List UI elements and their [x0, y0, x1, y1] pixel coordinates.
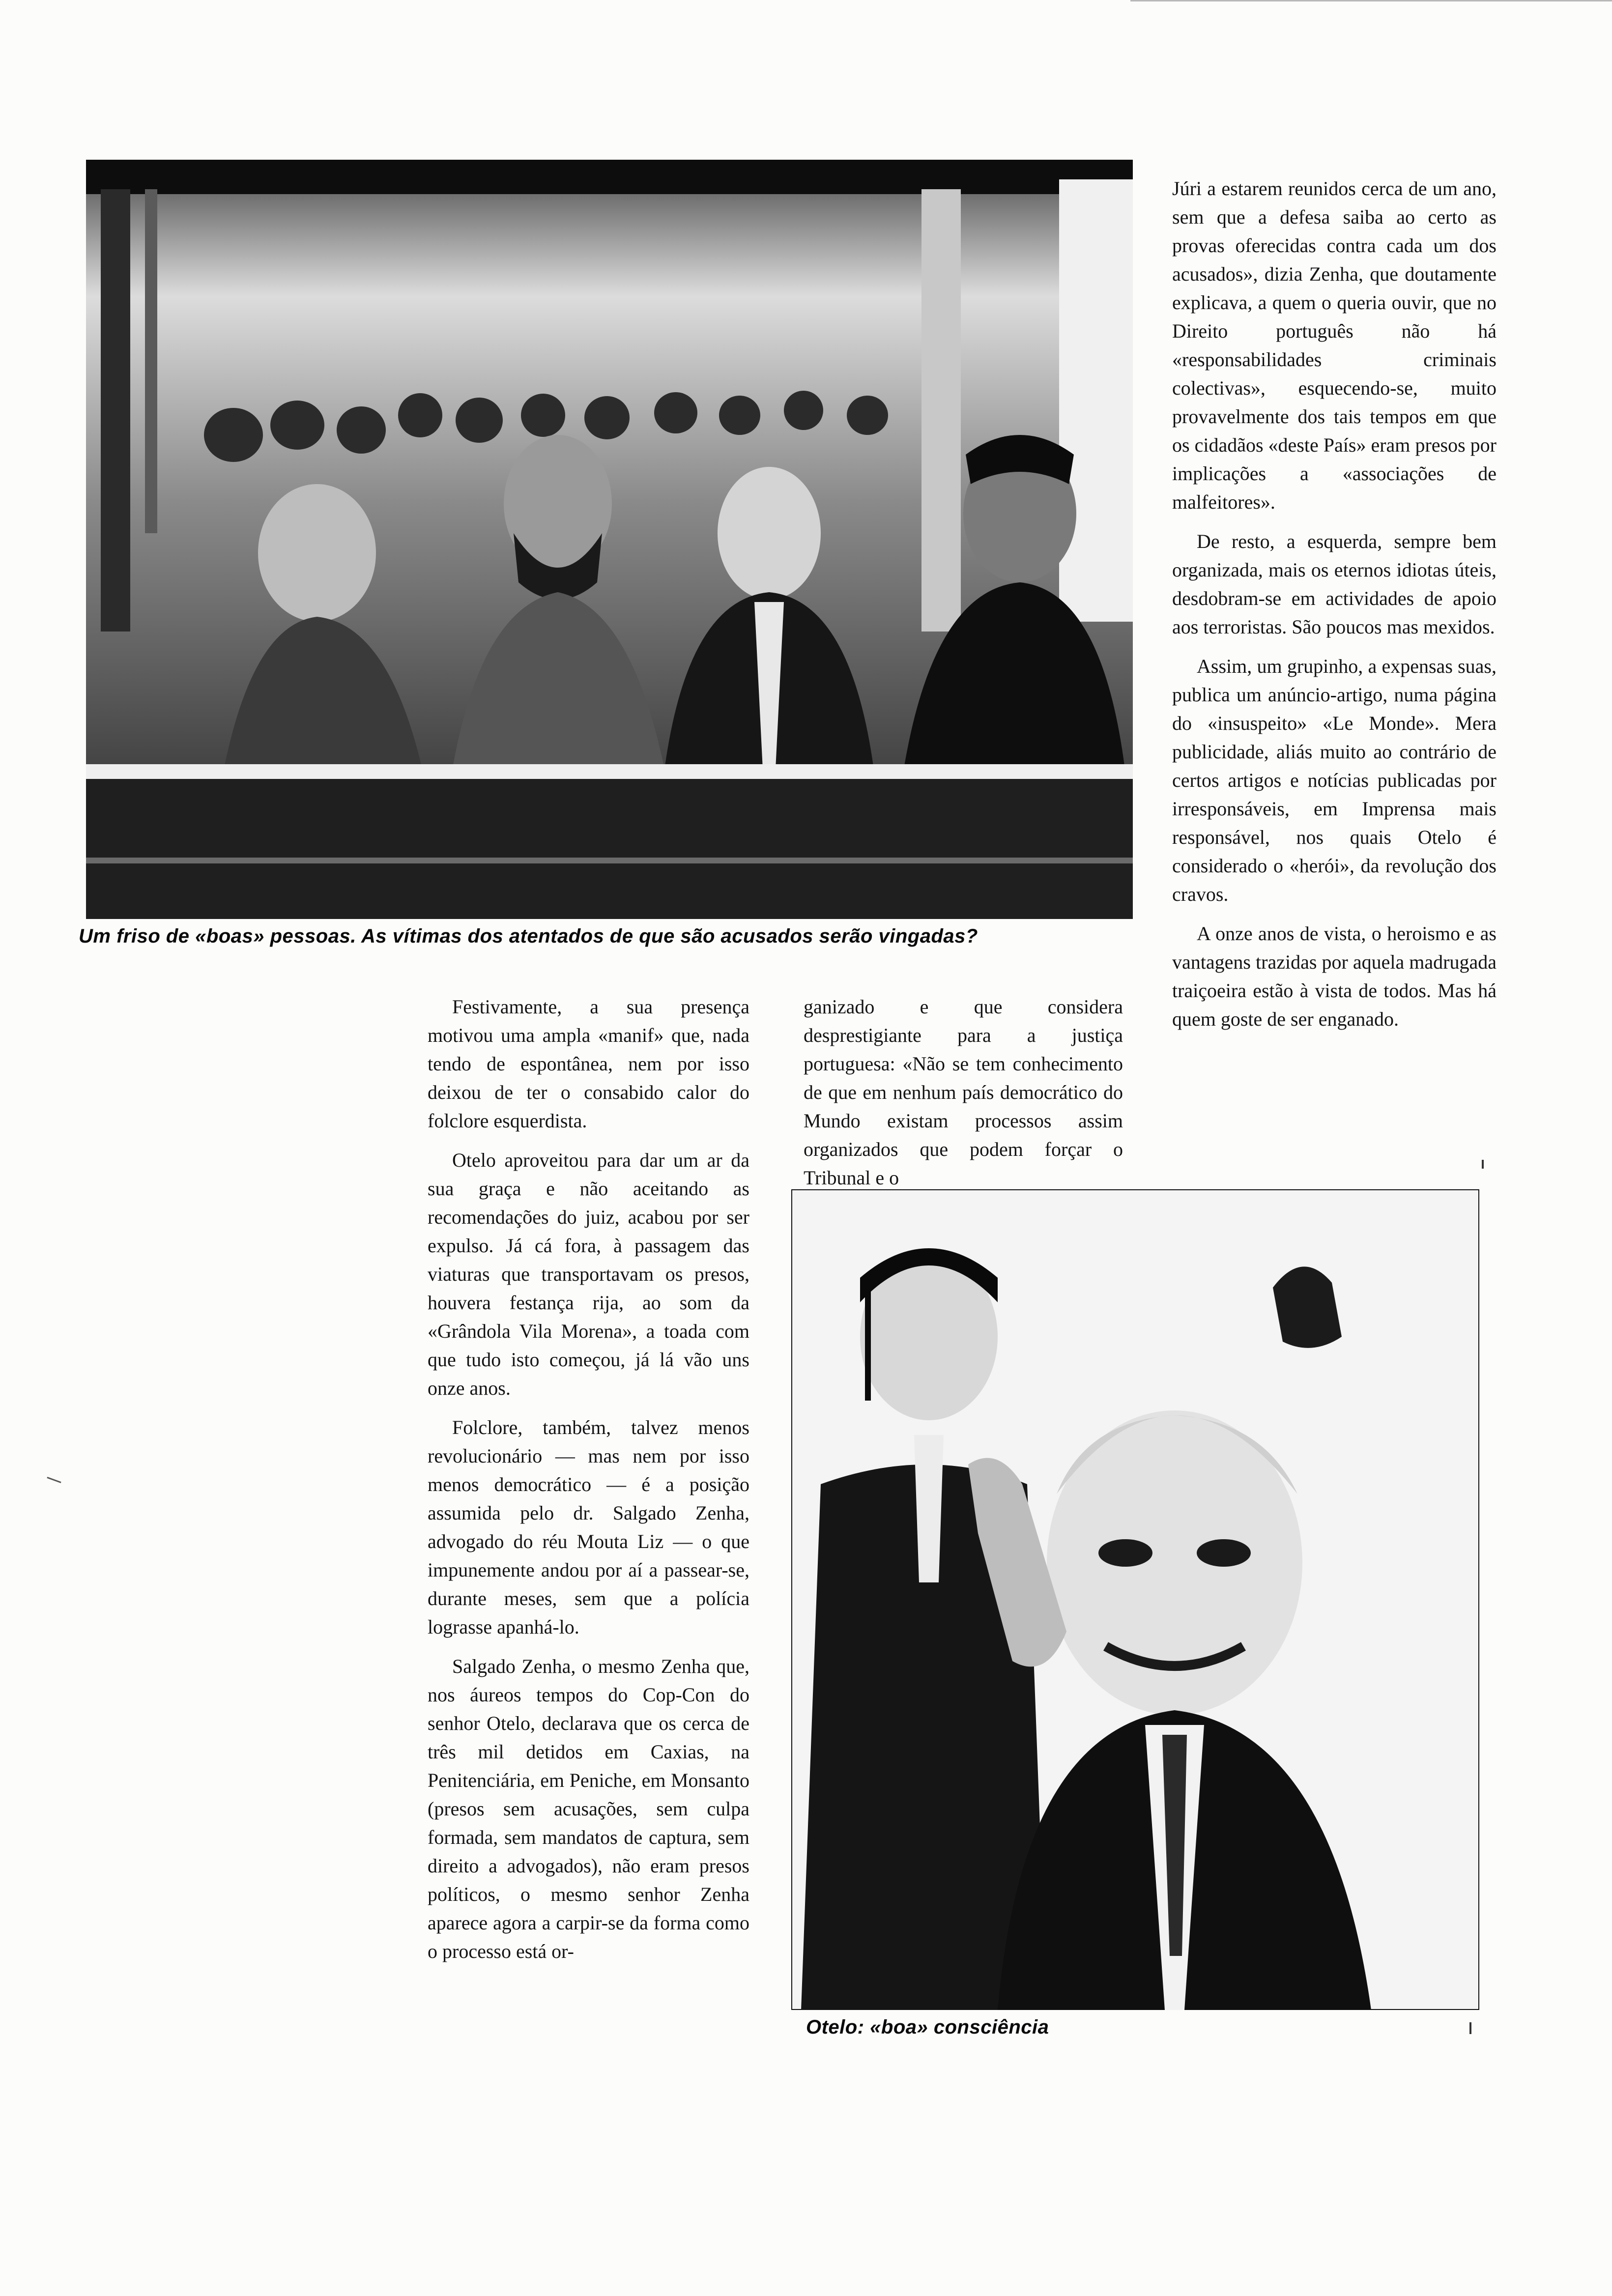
paragraph: Folclore, também, talvez menos revolucionário — mas nem por isso menos democrático — é a posição assumida pelo dr. Salgado Zenha, advogado do réu Mouta Liz — o que impunemente andou por aí a passear-se, durante meses, sem que a polícia lograsse apanhá-lo.: [428, 1416, 749, 1638]
margin-mark: [1482, 1160, 1484, 1169]
photo-defendants-caption: Um friso de «boas» pessoas. As vítimas dos atentados de que são acusados serão vingadas?: [79, 925, 978, 947]
column-middle: [804, 993, 1123, 1203]
paragraph: ganizado e que considera desprestigiante para a justiça portuguesa: «Não se tem conhecimento de que em nenhum país democrático do Mundo existam processos assim organizados que podem forçar o Tribunal e o: [804, 996, 1123, 1189]
paragraph: Salgado Zenha, o mesmo Zenha que, nos áureos tempos do Cop-Con do senhor Otelo, declarava que os cerca de três mil detidos em Caxias, na Penitenciária, em Peniche, em Monsanto (presos sem acusações, sem culpa formada, sem mandatos de captura, sem direito a advogados), não eram presos políticos, o mesmo senhor Zenha aparece agora a carpir-se da forma como o processo está or-: [428, 1655, 749, 1962]
paragraph: Otelo aproveitou para dar um ar da sua graça e não aceitando as recomendações do juiz, acabou por ser expulso. Já cá fora, à passagem das viaturas que transportavam os presos, houvera festança rija, ao som da «Grândola Vila Morena», a toada com que tudo isto começou, já lá vão uns onze anos.: [428, 1149, 749, 1399]
photo-defendants-image: [86, 160, 1133, 919]
paragraph: A onze anos de vista, o heroismo e as vantagens trazidas por aquela madrugada traiçoeira estão à vista de todos. Mas há quem goste de ser enganado.: [1172, 922, 1497, 1030]
paragraph: Júri a estarem reunidos cerca de um ano, sem que a defesa saiba ao certo as provas oferecidas contra cada um dos acusados», dizia Zenha, que doutamente explicava, a quem o queria ouvir, que no Direito português não há «responsabilidades criminais colectivas», esquecendo-se, muito provavelmente dos tais tempos em que os cidadãos «deste País» eram presos por implicações a «associações de malfeitores».: [1172, 177, 1497, 513]
photo-defendants: [86, 160, 1133, 919]
column-right: [1172, 174, 1497, 1044]
column-left: [428, 993, 749, 1977]
paragraph: Assim, um grupinho, a expensas suas, publica um anúncio-artigo, numa página do «insuspeito» «Le Monde». Mera publicidade, aliás muito ao contrário de certos artigos e notícias publicadas por irresponsáveis, em Imprensa mais responsável, nos quais Otelo é considerado o «herói», da revolução dos cravos.: [1172, 655, 1497, 905]
photo-otelo: [791, 1189, 1479, 2010]
margin-mark: [47, 1477, 61, 1483]
photo-otelo-caption: Otelo: «boa» consciência: [806, 2016, 1049, 2038]
margin-mark: [1469, 2022, 1471, 2034]
photo-otelo-image: [791, 1189, 1479, 2010]
paragraph: Festivamente, a sua presença motivou uma ampla «manif» que, nada tendo de espontânea, nem por isso deixou de ter o consabido calor do folclore esquerdista.: [428, 996, 749, 1132]
paragraph: De resto, a esquerda, sempre bem organizada, mais os eternos idiotas úteis, desdobram-se em actividades de apoio aos terroristas. São poucos mas mexidos.: [1172, 530, 1497, 638]
top-edge-rule: [1130, 0, 1612, 1]
